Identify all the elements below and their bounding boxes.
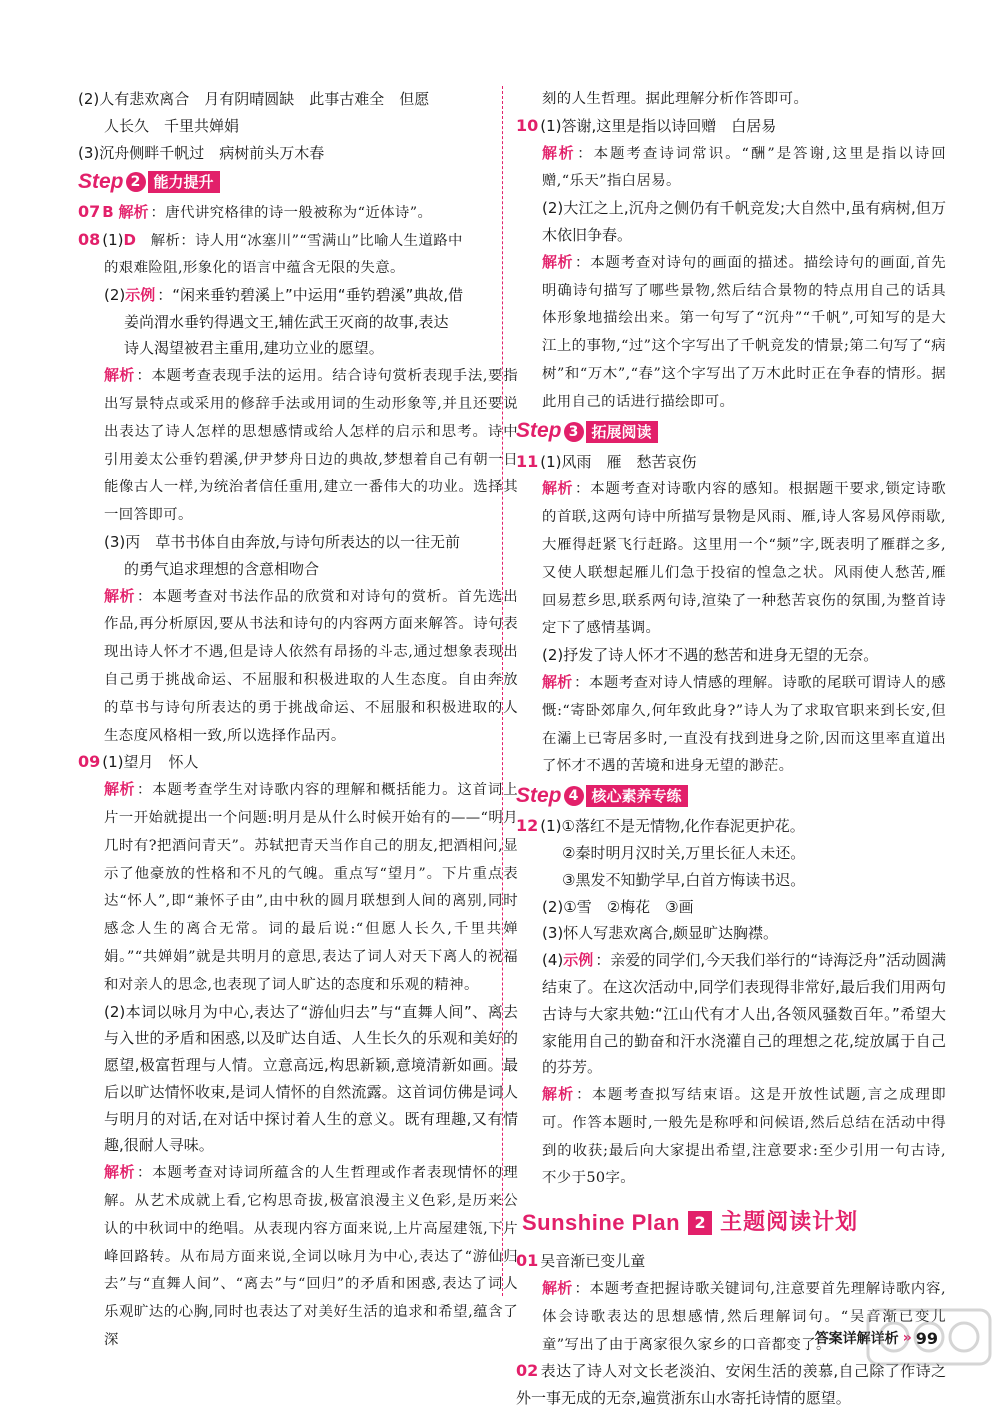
question-number: 11 [516,451,539,471]
page-number: 99 [915,1328,938,1348]
analysis-label: 解析 [542,672,573,691]
plan-heading: 主题阅读计划 [720,1209,859,1235]
analysis-label: 解析 [542,1279,573,1298]
double-chevron-icon: » [902,1330,912,1346]
question-number: 09 [78,752,101,772]
analysis-block [516,475,946,642]
question-number: 12 [516,816,539,836]
answer-text: (3)沉舟侧畔千帆过 病树前头万木春 [78,143,325,162]
part-label: (2) [104,285,126,304]
question-08-part-2 [78,282,518,309]
question-12-part-1 [516,813,946,840]
answer-line [78,86,518,113]
answer-line: ②秦时明月汉时关,万里长征人未还。 [562,843,806,862]
analysis-text: ：本题考查对诗人情感的理解。诗歌的尾联可谓诗人的感慨:“寄卧郊扉久,何年致此身?”诗人为了求取官职来到长安,但在灞上已寄居多时,一直没有找到进身之阶,因而这里率直道出了怀才不遇的苦境和进身无望的渺茫。 [542,674,946,775]
analysis-label: 解析 [118,203,149,222]
analysis-block [516,1081,946,1192]
watermark-logo-icon [864,1306,994,1368]
answer-line [78,140,518,167]
question-08-part-3: (3)丙 草书书体自由奔放,与诗句所表达的以一往无前 [104,532,461,551]
analysis-block [516,249,946,416]
analysis-label: 解析 [542,252,573,271]
plan-title: Sunshine Plan [522,1209,681,1235]
answer-text: (1)①落红不是无情物,化作春泥更护花。 [540,817,805,836]
footer-label: 答案详解详析 [814,1331,899,1347]
answer-line: ③黑发不知勤学早,白首方悔读书迟。 [562,870,806,889]
answer-line: 的勇气追求理想的含意相吻合 [124,559,320,578]
question-11-part-1 [516,449,946,476]
question-number: 07 [78,202,101,222]
question-number: 01 [516,1251,539,1271]
answer-choice: D [123,231,136,250]
analysis-text: ：本题考查对诗词所蕴含的人生哲理或作者表现情怀的理解。从艺术成就上看,它构思奇拔,极富浪漫主义色彩,是历来公认的中秋词中的绝唱。从表现内容方面来说,上片高屋建瓴,下片峰回路转。从布局方面来说,全词以咏月为中心,表达了“游仙归去”与“直舞人间”、“离去”与“回归”的矛盾和困惑,表达了词人乐观旷达的心胸,同时也表达了对美好生活的追求和希望,蕴含了深 [104,1165,518,1349]
analysis-label: 解析 [104,1163,135,1182]
analysis-text: ：本题考查拟写结束语。这是开放性试题,言之成理即可。作答本题时,一般先是称呼和问候语,然后总结在活动中得到的收获;最后向大家提出希望,注意要求:至少引用一句古诗,不少于50字。 [542,1087,946,1187]
answer-line [78,113,518,140]
step-number-badge: 2 [126,172,146,192]
analysis-text: ：本题考查对书法作品的欣赏和对诗句的赏析。首先选出作品,再分析原因,要从书法和诗句的内容两方面来解答。诗句表现出诗人怀才不遇,但是诗人依然有昂扬的斗志,通过想象表现出自己勇于挑战命运、不屈服和积极进取的人生态度。自由奔放的草书与诗句所表达的勇于挑战命运、不屈服和积极进取的人生态度风格相一致,所以选择作品丙。 [104,588,518,744]
step-4-header [516,782,946,810]
analysis-text: ：唐代讲究格律的诗一般被称为“近体诗”。 [150,205,433,222]
analysis-block [516,669,946,780]
question-12-part-4 [516,947,946,1081]
analysis-text: ：本题考查对诗歌内容的感知。根据题干要求,锁定诗歌的首联,这两句诗中所描写景物是风雨、雁,诗人客易风停雨歇,大雁得赶紧飞行赶路。这里用一个“频”字,既表明了雁群之多,又使人联想起雁儿们急于投宿的惶急之状。风雨使人愁苦,雁回易惹乡思,联系两句诗,渲染了一种愁苦哀伤的氛围,为整首诗定下了感情基调。 [542,481,946,637]
analysis-label: 解析 [104,586,135,605]
question-09-part-2: (2)本词以咏月为中心,表达了“游仙归去”与“直舞人间”、离去与入世的矛盾和困惑,以及旷达自适、人生长久的乐观和美好的愿望,极富哲理与人情。立意高远,构思新颖,意境清新如画。最后以旷达情怀收束,是词人情怀的自然流露。这首词仿佛是词人与明月的对话,在对话中探讨着人生的意义。既有理趣,又有情趣,很耐人寻味。 [104,1002,518,1155]
question-08-part-1 [78,227,518,255]
analysis-label: 解析 [542,1085,575,1104]
analysis-text: ：本题考查学生对诗歌内容的理解和概括能力。这首词上片一开始就提出一个问题:明月是从什么时候开始有的——“明月几时有?把酒问青天”。苏轼把青天当作自己的朋友,把酒相问,显示了他豪放的性格和不凡的气魄。重点写“望月”。下片重点表达“怀人”,即“兼怀子由”,由中秋的圆月联想到人间的离别,同时感念人生的离合无常。词的最后说:“但愿人长久,千里共婵娟。”“共婵娟”就是共明月的意思,表达了词人对天下离人的祝福和对亲人的思念,也表现了词人旷达的态度和乐观的精神。 [104,782,518,993]
question-11-part-2: (2)抒发了诗人怀才不遇的愁苦和进身无望的无奈。 [542,646,879,665]
question-07 [78,199,518,227]
sunshine-plan-header [522,1206,946,1240]
analysis-block [78,1159,518,1354]
analysis-label: 解析 [542,479,573,498]
analysis-text: ：本题考查表现手法的运用。结合诗句赏析表现手法,要指出写景特点或采用的修辞手法或用词的生动形象等,并且还要说出表达了诗人怎样的思想感情或给人怎样的启示和思考。诗中引用姜太公垂钓碧溪,伊尹梦舟日边的典故,梦想着自己有朝一日能像古人一样,为统治者信任重用,建立一番伟大的功业。选择其一回答即可。 [104,368,518,524]
question-09-part-1 [78,749,518,776]
answer-choice: B [102,203,114,222]
question-12-part-3: (3)怀人写悲欢离合,颇显旷达胸襟。 [542,924,779,943]
analysis-block [516,140,946,196]
answer-line: 诗人渴望被君主重用,建功立业的愿望。 [124,339,384,358]
answer-text: (2)人有悲欢离合 月有阴晴圆缺 此事古难全 但愿 [78,90,430,108]
answer-text: 吴音渐已变儿童 [540,1252,646,1271]
analysis-line: 的艰难险阻,形象化的语言中蕴含无限的失意。 [104,259,405,276]
right-column [516,86,946,1412]
question-10-part-2: (2)大江之上,沉舟之侧仍有千帆竞发;大自然中,虽有病树,但万木依旧争春。 [542,199,946,244]
question-10-part-1 [516,113,946,140]
step-3-header [516,418,946,446]
analysis-text: 解析：诗人用“冰塞川”“雪满山”比喻人生道路中 [135,233,463,250]
answer-text: (1)风雨 雁 愁苦哀伤 [540,452,697,471]
analysis-label: 解析 [104,366,135,385]
answer-text: ：“闲来垂钓碧溪上”中运用“垂钓碧溪”典故,借 [157,285,464,304]
analysis-text: ：本题考查把握诗歌关键词句,注意要首先理解诗歌内容,体会诗歌表达的思想感情,然后理解词句。“吴音渐已变儿童”写出了由于离家很久家乡的口音都变了。 [542,1281,946,1353]
step-word: Step [516,419,562,443]
plan-number-badge: 2 [688,1211,712,1235]
step-number-badge: 4 [564,786,584,806]
analysis-text: ：本题考查诗词常识。“酬”是答谢,这里是指以诗回赠,“乐天”指白居易。 [542,145,946,190]
answer-text: (1)望月 怀人 [102,753,199,772]
step-title: 拓展阅读 [586,421,658,443]
step-word: Step [516,783,562,807]
analysis-label: 解析 [542,143,576,162]
part-label: (4) [542,951,564,970]
question-12-part-2: (2)①雪 ②梅花 ③画 [542,897,694,916]
answer-text: ：亲爱的同学们,今天我们举行的“诗海泛舟”活动圆满结束了。在这次活动中,同学们表现得非常好,最后我们用两句古诗与大家共勉:“江山代有才人出,各领风骚数百年。”希望大家能用自己的勤奋和汗水浇灌自己的理想之花,绽放属于自己的芬芳。 [542,951,946,1077]
answer-text: 表达了诗人对文长老淡泊、安闲生活的羡慕,自己除了作诗之外一事无成的无奈,遍赏浙东山水寄托诗情的愿望。 [516,1362,946,1408]
analysis-block [78,362,518,529]
analysis-text: ：本题考查对诗句的画面的描述。描绘诗句的画面,首先明确诗句描写了哪些景物,然后结合景物的特点用自己的话具体形象地描绘出来。第一句写了“沉舟”“千帆”,可知写的是大江上的事物,“过”这个字写出了千帆竞发的情景;第二句写了“病树”和“万木”,“春”这个字写出了万木此时正在争春的情形。据此用自己的话进行描绘即可。 [542,254,946,410]
answer-text: 人长久 千里共婵娟 [104,116,240,135]
step-2-header [78,168,518,196]
step-word: Step [78,169,124,193]
analysis-block [78,776,518,998]
question-number: 02 [516,1361,539,1381]
step-title: 能力提升 [148,171,220,193]
analysis-block [78,583,518,750]
part-label: (1) [102,231,124,250]
left-column [78,86,518,1354]
step-number-badge: 3 [564,422,584,442]
example-label: 示例 [563,951,594,970]
answer-text: (1)答谢,这里是指以诗回赠 白居易 [540,116,777,135]
plan-question-01 [516,1248,946,1275]
analysis-label: 解析 [104,780,135,799]
step-title: 核心素养专练 [586,785,688,807]
question-number: 08 [78,230,101,250]
example-label: 示例 [125,285,156,304]
column-divider [502,86,503,1296]
analysis-continuation: 刻的人生哲理。据此理解分析作答即可。 [542,91,809,107]
question-number: 10 [516,115,539,135]
answer-line: 姜尚渭水垂钓得遇文王,辅佐武王灭商的故事,表达 [124,312,449,331]
